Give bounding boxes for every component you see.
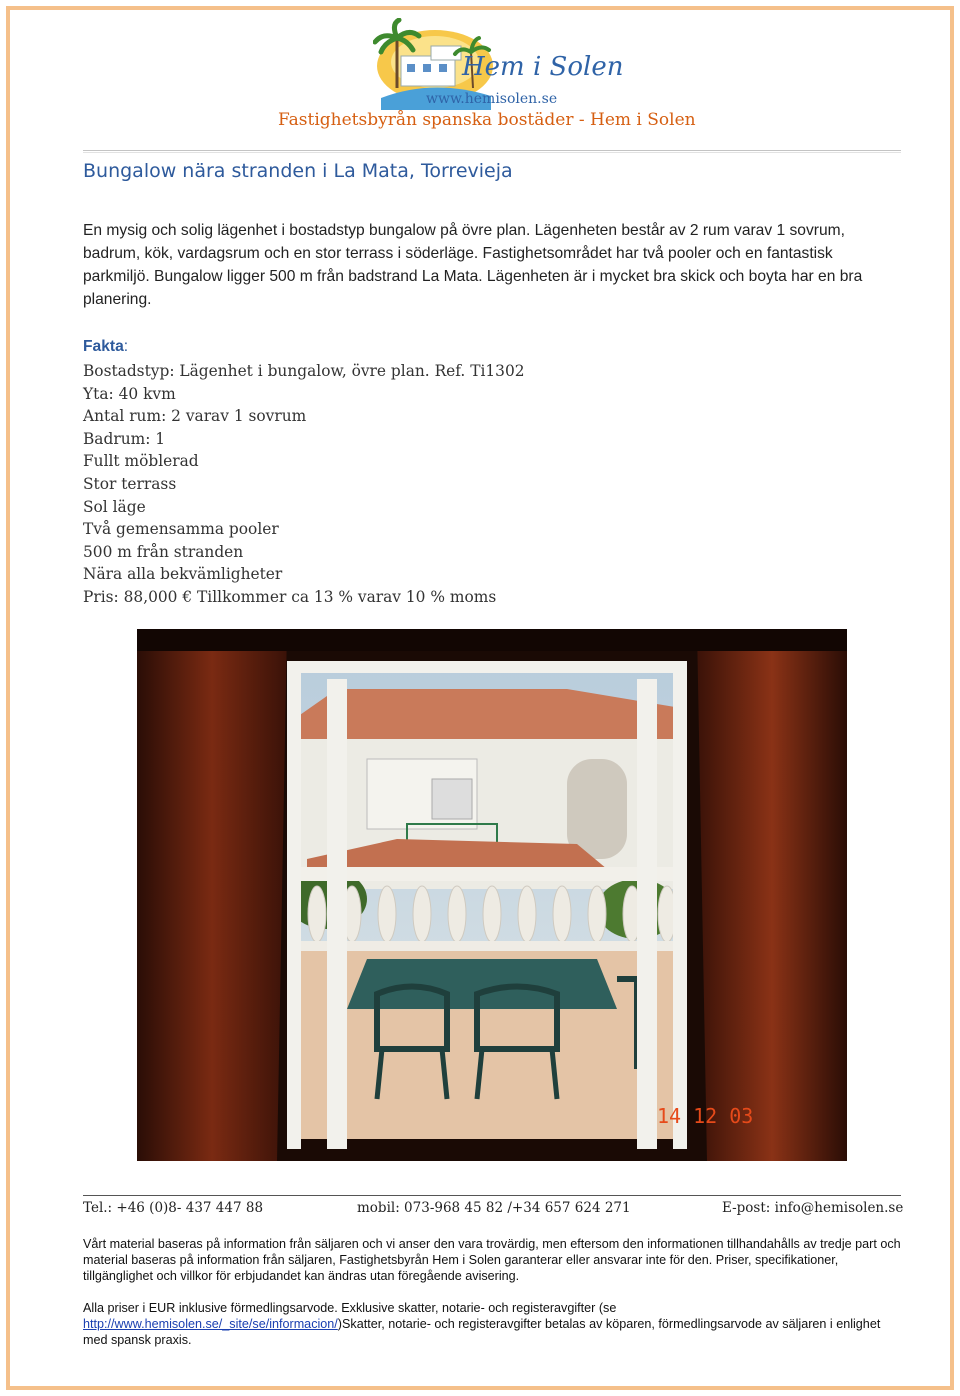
fact-item-pools: Två gemensamma pooler <box>83 520 279 539</box>
fact-item-property-type: Bostadstyp: Lägenhet i bungalow, övre plan. Ref. Ti1302 <box>83 362 525 380</box>
facts-colon: : <box>123 338 129 355</box>
prices-text-post: )Skatter, notarie- och registeravgifter betalas av köparen, förmedlingsarvode av säljaren i enlighet med spansk praxis. <box>83 1317 881 1347</box>
fact-item-beach-distance: 500 m från stranden <box>83 542 244 561</box>
prices-text-pre: Alla priser i EUR inklusive förmedlingsarvode. Exklusive skatter, notarie- och registeravgifter (se <box>83 1301 617 1315</box>
footer-prices-note <box>83 1300 905 1348</box>
fact-item-rooms: Antal rum: 2 varav 1 sovrum <box>83 407 307 426</box>
facts-heading <box>83 338 128 356</box>
fact-item-bathrooms: Badrum: 1 <box>83 429 166 448</box>
logo-url: www.hemisolen.se <box>426 91 558 107</box>
page-title: Bungalow nära stranden i La Mata, Torrevieja <box>83 160 513 182</box>
logo-brand-name: Hem i Solen <box>462 52 624 82</box>
fact-item-area: Yta: 40 kvm <box>83 384 176 403</box>
header-divider-shadow <box>83 152 901 153</box>
property-photo <box>137 629 847 1161</box>
header-divider <box>83 150 901 151</box>
footer-disclaimer: Vårt material baseras på information från säljaren och vi anser den vara trovärdig, men eftersom den informationen tillhandahålls av tredje part och material baseras på information från säljaren, Fastighetsbyrån Hem i Solen garanterar eller ansvarar inte för den. Priser, specifikationer, tillgänglighet och villkor för erbjudandet kan ändras utan föregående avisering. <box>83 1237 901 1283</box>
fact-item-furnished: Fullt möblerad <box>83 452 199 471</box>
fact-item-terrace: Stor terrass <box>83 474 177 493</box>
facts-list <box>83 360 525 609</box>
fact-item-amenities: Nära alla bekvämligheter <box>83 565 283 584</box>
footer-email: E-post: info@hemisolen.se <box>722 1200 904 1216</box>
footer-mobile: mobil: 073-968 45 82 /+34 657 624 271 <box>357 1200 631 1216</box>
photo-date-stamp: 14 12 03 <box>657 1104 754 1128</box>
listing-description: En mysig och solig lägenhet i bostadstyp bungalow på övre plan. Lägenheten består av 2 rum varav 1 sovrum, badrum, kök, vardagsrum och en stor terrass i söderläge. Fastighetsområdet har två pooler och en fantastisk parkmiljö. Bungalow ligger 500 m från badstrand La Mata. Lägenheten är i mycket bra skick och boyta har en bra planering. <box>83 222 863 308</box>
informacion-link[interactable]: http://www.hemisolen.se/_site/se/informacion/ <box>83 1317 338 1331</box>
footer-phone: Tel.: +46 (0)8- 437 447 88 <box>83 1200 264 1216</box>
header-tagline: Fastighetsbyrån spanska bostäder - Hem i Solen <box>278 110 696 130</box>
facts-label: Fakta <box>83 338 124 355</box>
fact-item-price: Pris: 88,000 € Tillkommer ca 13 % varav 10 % moms <box>83 587 497 606</box>
footer-divider <box>83 1195 901 1196</box>
fact-item-sun: Sol läge <box>83 497 146 516</box>
